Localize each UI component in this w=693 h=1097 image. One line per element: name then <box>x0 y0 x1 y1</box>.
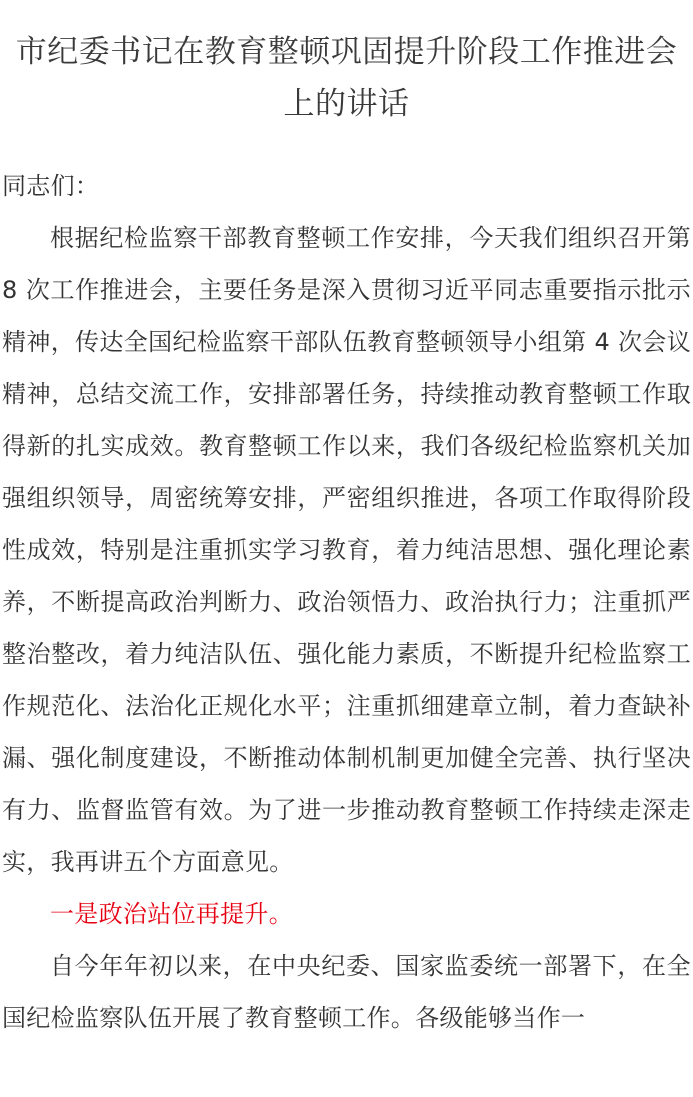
salutation: 同志们： <box>2 172 100 200</box>
paragraph-section-one: 自今年年初以来，在中央纪委、国家监委统一部署下，在全国纪检监察队伍开展了教育整顿工作。各级能够当作一 <box>2 952 691 1032</box>
section-heading: 一是政治站位再提升。 <box>50 900 293 928</box>
article-title: 市纪委书记在教育整顿巩固提升阶段工作推进会上的讲话 <box>15 34 678 122</box>
article-body <box>2 160 691 1044</box>
paragraph-intro: 根据纪检监察干部教育整顿工作安排，今天我们组织召开第 8 次工作推进会，主要任务是深入贯彻习近平同志重要指示批示精神，传达全国纪检监察干部队伍教育整顿领导小组第 4 次会议精神，总结交流工作，安排部署任务，持续推动教育整顿工作取得新的扎实成效。教育整顿工作以来，我们各级纪检监察机关加强组织领导，周密统筹安排，严密组织推进，各项工作取得阶段性成效，特别是注重抓实学习教育，着力纯洁思想、强化理论素养，不断提高政治判断力、政治领悟力、政治执行力；注重抓严整治整改，着力纯洁队伍、强化能力素质，不断提升纪检监察工作规范化、法治化正规化水平；注重抓细建章立制，着力查缺补漏、强化制度建设，不断推动体制机制更加健全完善、执行坚决有力、监督监管有效。为了进一步推动教育整顿工作持续走深走实，我再讲五个方面意见。 <box>2 224 691 876</box>
